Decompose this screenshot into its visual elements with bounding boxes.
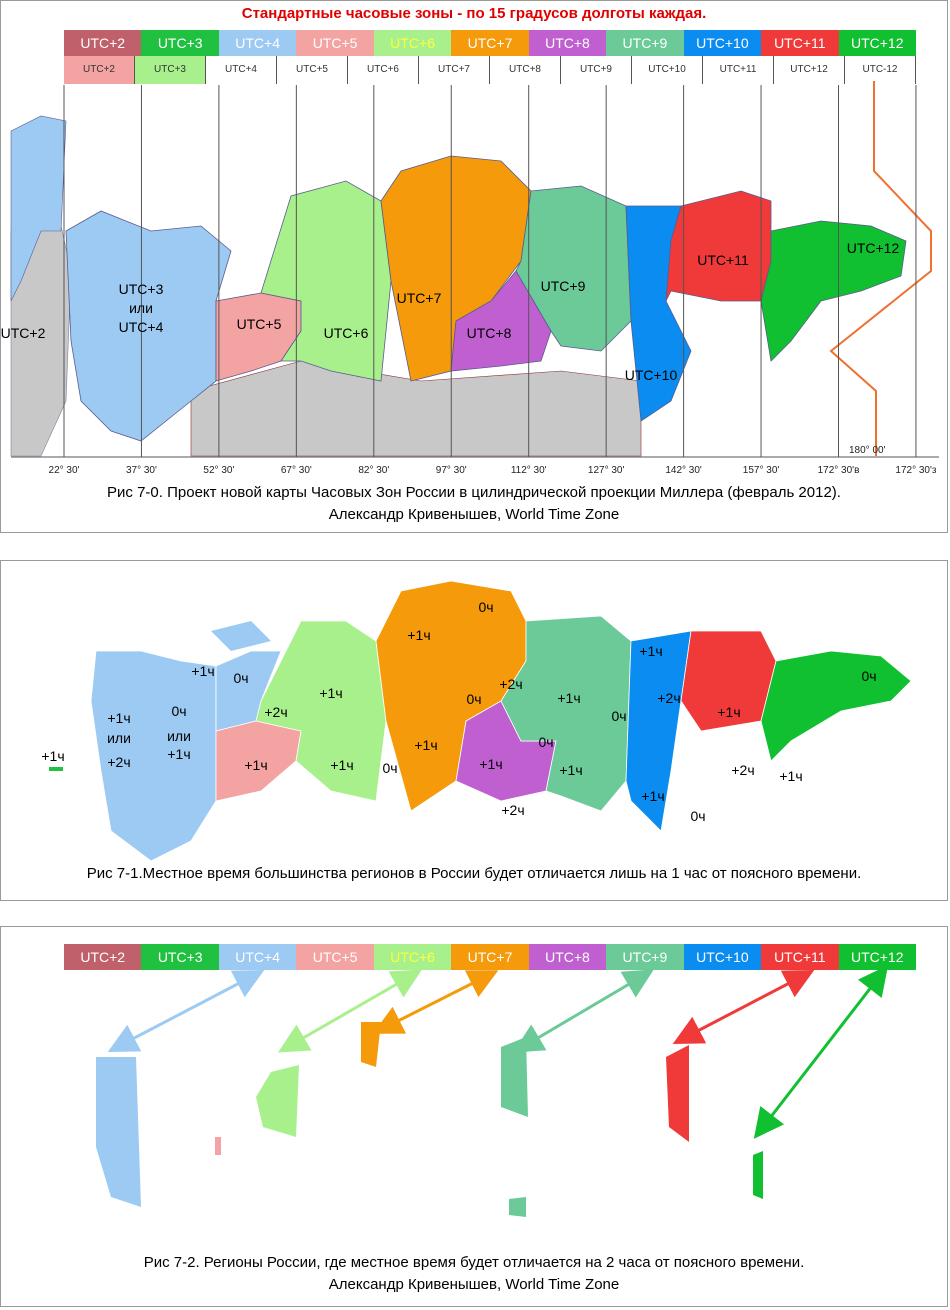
caption-line2: Александр Кривенышев, World Time Zone <box>328 1276 620 1293</box>
offset-label: +2ч <box>499 676 523 692</box>
map-zone-label: UTC+2 <box>1 325 46 341</box>
arrow-utc11 <box>686 977 801 1037</box>
map-zone-label: UTC+7 <box>396 290 442 306</box>
subzone-label: UTC-12 <box>845 56 916 84</box>
region-utc9-bottom <box>509 1197 526 1217</box>
subzone-label: UTC+4 <box>206 56 277 84</box>
offset-label: +1ч <box>641 788 665 804</box>
subzone-label: UTC+6 <box>348 56 419 84</box>
offset-label: 0ч <box>466 691 482 707</box>
offset-label: или <box>107 730 131 746</box>
zone-header-utcplus11: UTC+11 <box>761 944 838 970</box>
map-zone-label: UTC+5 <box>236 316 282 332</box>
offset-label: 0ч <box>171 703 187 719</box>
offset-label: +2ч <box>264 704 288 720</box>
offset-label: +1ч <box>407 627 431 643</box>
offset-label: +1ч <box>559 762 583 778</box>
kola-shape <box>211 621 271 651</box>
zone-header-utcplus5: UTC+5 <box>296 30 373 56</box>
zone-header-utcplus4: UTC+4 <box>219 30 296 56</box>
subzone-label: UTC+9 <box>561 56 632 84</box>
longitude-label: 112° 30' <box>510 465 547 476</box>
zone-header-utcplus3: UTC+3 <box>141 30 218 56</box>
offset-map-svg <box>1 561 949 902</box>
meridian-180-label: 180° 00' <box>849 445 886 456</box>
caption-line2: Александр Кривенышев, World Time Zone <box>328 506 620 523</box>
offset-label: 0ч <box>478 599 494 615</box>
zone-utc11-region <box>666 191 771 301</box>
zone-header-utcplus7: UTC+7 <box>451 30 528 56</box>
subzone-label: UTC+2 <box>64 56 135 84</box>
region-utc4-west <box>96 1057 141 1207</box>
offset-label: 0ч <box>382 760 398 776</box>
zone-header-utcplus7: UTC+7 <box>451 944 528 970</box>
zone-header-utcplus8: UTC+8 <box>529 944 606 970</box>
caption-line1: Рис 7-2. Регионы России, где местное время будет отличается на 2 часа от поясного времени. <box>143 1254 805 1271</box>
caption-line1: Рис 7-0. Проект новой карты Часовых Зон России в цилиндрической проекции Миллера (февраль 2012). <box>107 484 841 501</box>
map-zone-label: или <box>129 300 153 316</box>
zone-header-utcplus11: UTC+11 <box>761 30 838 56</box>
longitude-label: 82° 30' <box>358 465 390 476</box>
offset-label: +1ч <box>717 704 741 720</box>
offset-label: +1ч <box>479 756 503 772</box>
offset-label: +1ч <box>41 748 65 764</box>
subzone-label: UTC+5 <box>277 56 348 84</box>
offset-label: 0ч <box>233 670 249 686</box>
offset-label: 0ч <box>538 734 554 750</box>
zone-header-utcplus10: UTC+10 <box>684 944 761 970</box>
subzone-label: UTC+3 <box>135 56 206 84</box>
offset-label: +2ч <box>501 802 525 818</box>
offset-label: +1ч <box>557 690 581 706</box>
longitude-labels <box>49 465 937 476</box>
arrow-utc12 <box>763 977 879 1127</box>
offset-label: +1ч <box>244 757 268 773</box>
subzone-label: UTC+11 <box>703 56 774 84</box>
arrow-utc6 <box>291 977 409 1045</box>
map-panel-standard-zones <box>0 0 948 533</box>
region-utc12-strip <box>753 1151 763 1199</box>
map-title: Стандартные часовые зоны - по 15 градусов долготы каждая. <box>241 5 707 22</box>
zone-header-utcplus9: UTC+9 <box>606 944 683 970</box>
arrow-utc4 <box>121 977 251 1045</box>
offset-label: +1ч <box>191 663 215 679</box>
map-zone-label: UTC+4 <box>118 319 164 335</box>
subzone-label: UTC+12 <box>774 56 845 84</box>
figure-7-0-caption <box>1 482 947 526</box>
offset-label: +2ч <box>657 690 681 706</box>
longitude-label: 97° 30' <box>435 465 467 476</box>
offset-label: 0ч <box>690 808 706 824</box>
map-zone-label: UTC+9 <box>540 278 586 294</box>
map-zone-label: UTC+10 <box>624 367 678 383</box>
zone-header-utcplus2: UTC+2 <box>64 30 141 56</box>
zone-header-utcplus6: UTC+6 <box>374 30 451 56</box>
offset-label: +1ч <box>639 643 663 659</box>
map-zone-label: UTC+11 <box>697 252 749 268</box>
longitude-label: 52° 30' <box>203 465 235 476</box>
region-utc5-sliver <box>215 1137 221 1155</box>
zone-header-utcplus10: UTC+10 <box>684 30 761 56</box>
longitude-label: 142° 30' <box>665 465 702 476</box>
zone-header-utcplus6: UTC+6 <box>374 944 451 970</box>
zone-header-utcplus5: UTC+5 <box>296 944 373 970</box>
offset-label: +1ч <box>414 737 438 753</box>
timezone-map-svg <box>1 1 949 534</box>
map-zone-label: UTC+12 <box>846 240 900 256</box>
zone-header-utcplus12: UTC+12 <box>839 944 916 970</box>
region-utc9-strip <box>501 1037 528 1117</box>
offset-label: +1ч <box>779 768 803 784</box>
longitude-label: 127° 30' <box>587 465 625 476</box>
longitude-label: 157° 30' <box>742 465 780 476</box>
offset-label: 0ч <box>861 668 877 684</box>
offset-label: или <box>167 728 191 744</box>
longitude-label: 67° 30' <box>280 465 312 476</box>
figure-7-2-caption <box>1 1252 947 1296</box>
offset-label: +2ч <box>731 762 755 778</box>
region-utc7-bits <box>361 1022 381 1067</box>
arrow-utc9 <box>526 977 641 1045</box>
subzone-label: UTC+8 <box>490 56 561 84</box>
longitude-label: 37° 30' <box>125 465 157 476</box>
map-zone-label: UTC+8 <box>466 325 512 341</box>
zone-header-utcplus12: UTC+12 <box>839 30 916 56</box>
offset-label: +1ч <box>319 685 343 701</box>
map-panel-two-hour-regions <box>0 926 948 1307</box>
island-shape <box>49 767 63 771</box>
zone-header-utcplus4: UTC+4 <box>219 944 296 970</box>
offset-label: +1ч <box>167 746 191 762</box>
offset-label: +1ч <box>330 757 354 773</box>
map-panel-local-offsets <box>0 560 948 901</box>
map-zone-label: UTC+3 <box>118 281 164 297</box>
zone-header-utcplus9: UTC+9 <box>606 30 683 56</box>
arrow-utc7 <box>386 977 485 1027</box>
zone-header-utcplus2: UTC+2 <box>64 944 141 970</box>
longitude-label: 172° 30'в <box>817 465 860 476</box>
zone-header-utcplus8: UTC+8 <box>529 30 606 56</box>
longitude-label: 22° 30' <box>48 465 80 476</box>
zone-utc12-region <box>761 651 911 761</box>
region-utc6-west <box>256 1065 299 1137</box>
figure-7-1-caption: Рис 7-1.Местное время большинства регионов в России будет отличается лишь на 1 час от поясного времени. <box>86 865 862 882</box>
subzone-label: UTC+10 <box>632 56 703 84</box>
offset-label: 0ч <box>611 708 627 724</box>
longitude-label: 172° 30'з <box>895 465 937 476</box>
offset-label: +1ч <box>107 710 131 726</box>
subzone-label: UTC+7 <box>419 56 490 84</box>
region-utc11-strip <box>666 1045 689 1142</box>
map-zone-label: UTC+6 <box>323 325 369 341</box>
two-hour-regions-svg <box>1 927 949 1308</box>
offset-label: +2ч <box>107 754 131 770</box>
zone-header-utcplus3: UTC+3 <box>141 944 218 970</box>
